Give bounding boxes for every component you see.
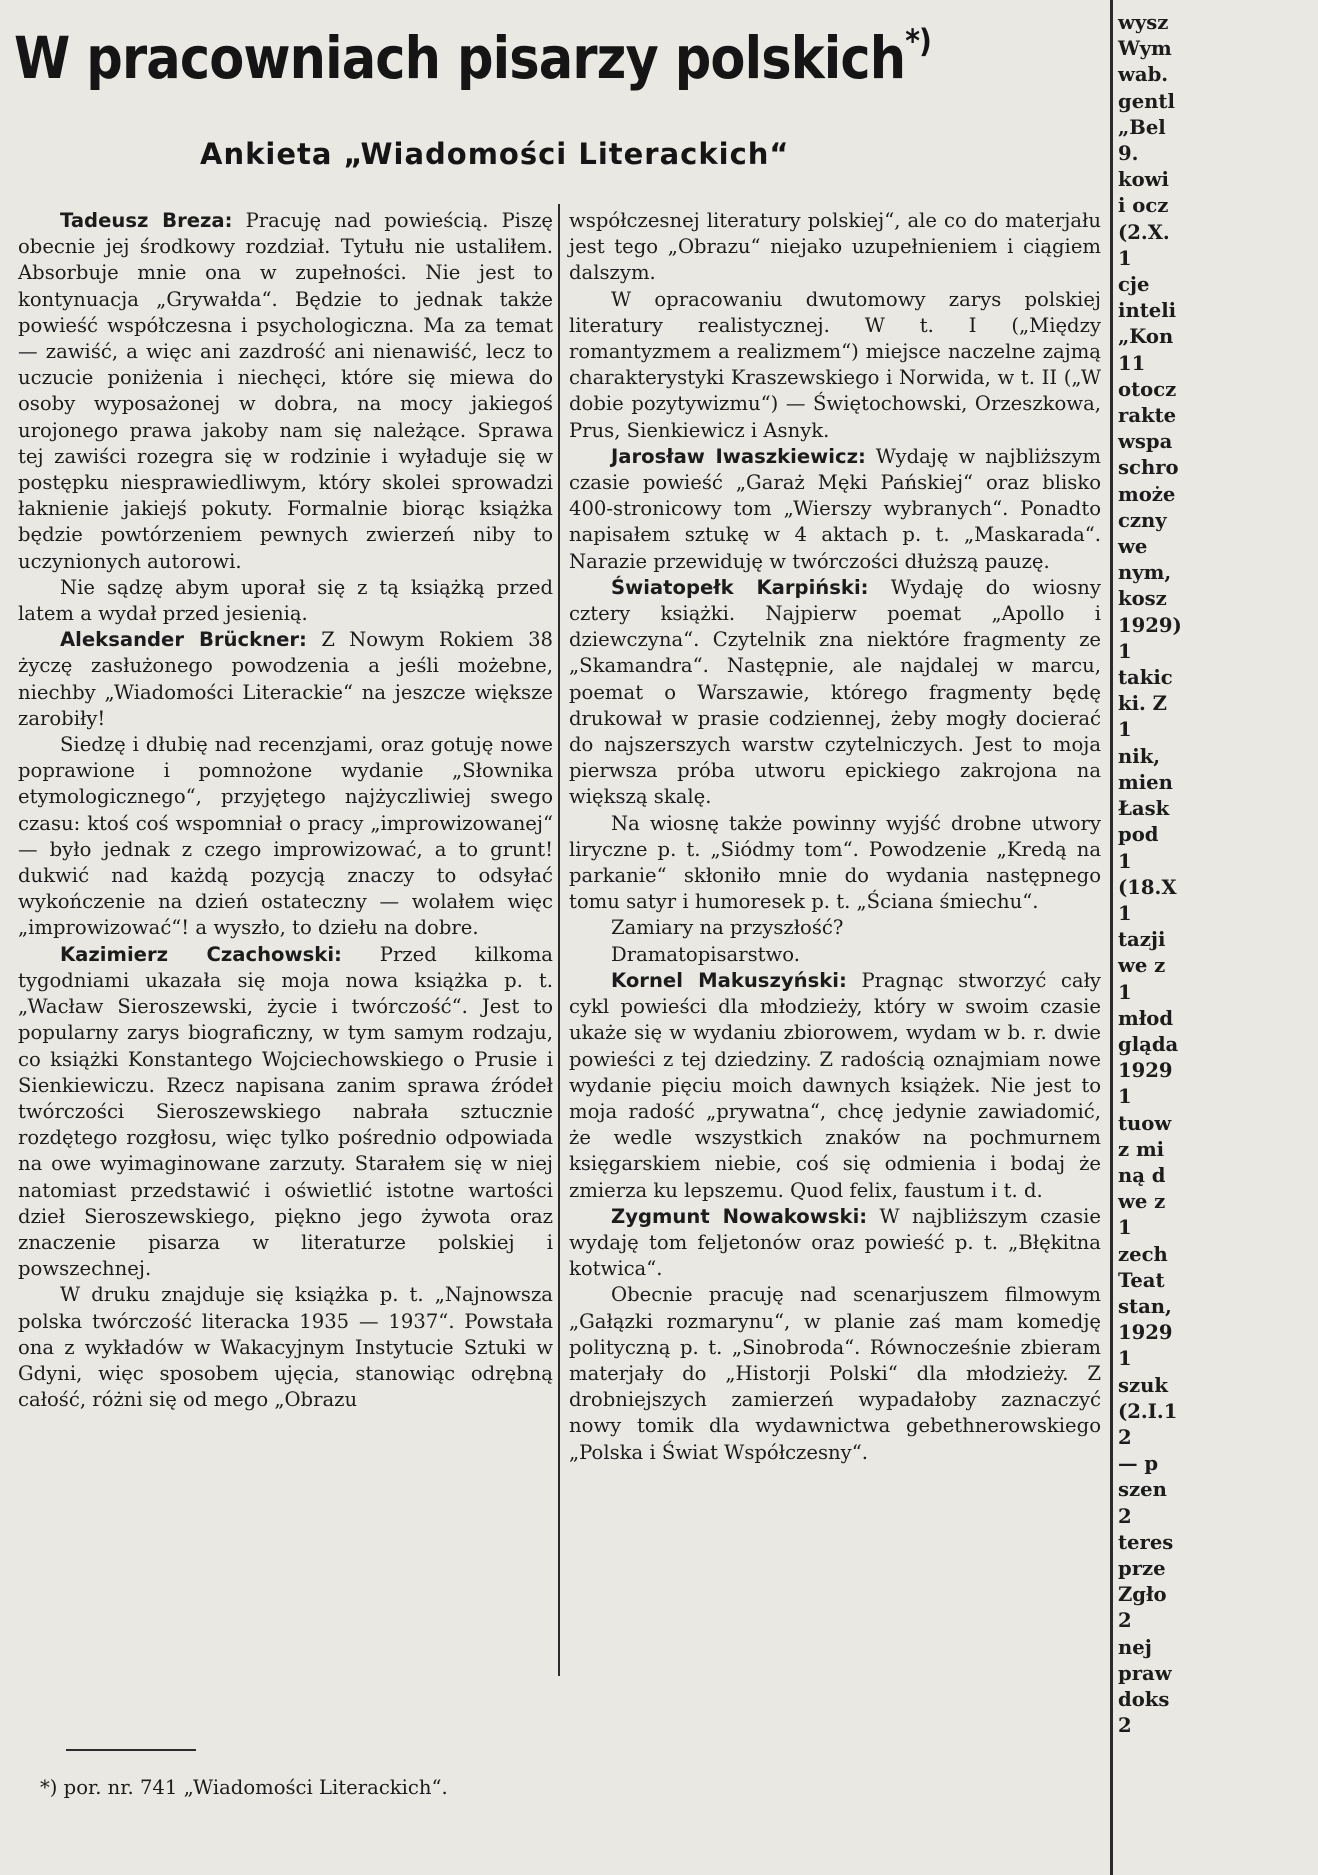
paragraph xyxy=(18,732,553,942)
paragraph-text: Przed kilkoma tygodniami ukazała się moja nowa książka p. t. „Wacław Sieroszewski, życie i twórczość“. Jest to popularny zarys biograficzny, w tym samym rodzaju, co książki Konstantego Wojciechowskiego o Prusie i Sienkiewiczu. Rzecz napisana zanim sprawa źródeł twórczości Sieroszewskiego nabrała sztucznie rozdętego rozgłosu, więc tylko pośrednio odpowiada na owe wyimaginowane zarzuty. Starałem się w niej natomiast przedstawić i oświetlić istotne wartości dzieł Sieroszewskiego, piękno jego żywota oraz znaczenie pisarza w literaturze polskiej i powszechnej. xyxy=(18,942,553,1281)
adjacent-column-strip xyxy=(1110,0,1182,1875)
title-text: W pracowniach pisarzy polskich xyxy=(14,24,906,92)
paragraph xyxy=(569,968,1101,1204)
paragraph xyxy=(569,575,1101,811)
footnote xyxy=(40,1732,555,1801)
author-name: Kazimierz Czachowski: xyxy=(60,942,342,966)
paragraph-text: Na wiosnę także powinny wyjść drobne utwory liryczne p. t. „Siódmy tom“. Powodzenie „Kredą na parkanie“ skłoniło mnie do wydania następnego tomu satyr i humoresek p. t. „Ściana śmiechu“. xyxy=(569,811,1101,914)
author-name: Kornel Makuszyński: xyxy=(611,968,847,992)
paragraph xyxy=(18,942,553,1283)
paragraph-text: Dramatopisarstwo. xyxy=(611,942,800,966)
paragraph-text: Nie sądzę abym uporał się z tą książką przed latem a wydał przed jesienią. xyxy=(18,575,553,626)
author-name: Światopełk Karpiński: xyxy=(611,575,869,599)
paragraph-text: Wydaję do wiosny cztery książki. Najpierw poemat „Apollo i dziewczyna“. Czytelnik zna niektóre fragmenty ze „Skamandra“. Następnie, ale najdalej w marcu, poemat o Warszawie, którego fragmenty będę drukował w prasie codziennej, żeby mogły docierać do najszerszych warstw czytelniczych. Jest to moja pierwsza próba utworu epickiego zakrojona na większą skalę. xyxy=(569,575,1101,809)
paragraph xyxy=(18,575,553,627)
title-footnote-mark: *) xyxy=(905,22,932,60)
author-name: Tadeusz Breza: xyxy=(60,209,233,232)
paragraph xyxy=(569,1282,1101,1465)
paragraph-text: Z Nowym Rokiem 38 życzę zasłużonego powodzenia a jeśli możebne, niechby „Wiadomości Literackie“ na jeszcze większe zarobiły! xyxy=(18,628,553,730)
paragraph xyxy=(569,1204,1101,1283)
author-name: Jarosław Iwaszkiewicz: xyxy=(611,444,866,468)
text-column-1 xyxy=(18,208,553,1413)
author-name: Zygmunt Nowakowski: xyxy=(611,1204,868,1228)
article-title xyxy=(14,22,964,92)
paragraph-text: Pracuję nad powieścią. Piszę obecnie jej środkowy rozdział. Tytułu nie ustaliłem. Absorbuje mnie ona w zupełności. Nie jest to kontynuacja „Grywałda“. Będzie to jednak także powieść współczesna i psychologiczna. Ma za temat — zawiść, a więc ani zazdrość ani nienawiść, lecz to uczucie poniżenia i niechęci, które się miewa do osoby wyposażonej w dobra, na mocy jakiegoś urojonego prawa jakoby nam się należące. Sprawa tej zawiści rozegra się w rodzinie i wyładuje się w postępku niesprawiedliwym, który skolei sprowadzi łaknienie jakiejś pokuty. Formalnie biorąc książka będzie powtórzeniem pewnych zwierzeń niby to uczynionych autorowi. xyxy=(18,209,554,573)
paragraph-text: Siedzę i dłubię nad recenzjami, oraz gotuję nowe poprawione i pomnożone wydanie „Słownika etymologicznego“, przyjętego najżyczliwiej swego czasu: ktoś coś wspomniał o pracy „improwizowanej“ — było jednak z czego improwizować, a to grunt! dukwić nad każdą pozycją znaczy to odsyłać wykończenie na dzień ostateczny — wolałem więc „improwizować“! a wyszło, to dziełu na dobre. xyxy=(18,733,553,940)
paragraph-text: Pragnąc stworzyć cały cykl powieści dla młodzieży, który w swoim czasie ukaże się w wydaniu zbiorowem, wydam w b. r. dwie powieści z tej dziedziny. Z radością oznajmiam nowe wydanie pięciu moich dawnych książek. Nie jest to moja radość „prywatna“, chcę jedynie zawiadomić, że wedle wszystkich znaków na pochmurnem księgarskiem niebie, coś się odmienia i bodaj że zmierza ku lepszemu. Quod felix, faustum i t. d. xyxy=(569,968,1101,1202)
paragraph-text: Obecnie pracuję nad scenarjuszem filmowym „Gałązki rozmarynu“, w planie zaś mam komedję polityczną p. t. „Sinobroda“. Równocześnie zbieram materjały do „Historji Polski“ dla młodzieży. Z drobniejszych zamierzeń wypadałoby zaznaczyć nowy tomik dla wydawnictwa gebethnerowskiego „Polska i Świat Współczesny“. xyxy=(569,1283,1101,1464)
paragraph xyxy=(569,915,1101,941)
strip-rule xyxy=(1110,0,1113,1875)
paragraph-text: Wydaję w najbliższym czasie powieść „Garaż Męki Pańskiej“ oraz blisko 400-stronicowy tom „Wierszy wybranych“. Ponadto napisałem sztukę w 4 aktach p. t. „Maskarada“. Narazie przewiduję w twórczości dłuższą pauzę. xyxy=(569,444,1101,573)
paragraph-text: Zamiary na przyszłość? xyxy=(611,916,844,940)
paragraph xyxy=(569,444,1101,575)
footnote-text: *) por. nr. 741 „Wiadomości Literackich“. xyxy=(40,1776,448,1799)
paragraph xyxy=(18,627,553,732)
paragraph xyxy=(18,208,553,575)
text-column-2 xyxy=(569,208,1101,1466)
paragraph xyxy=(569,811,1101,916)
paragraph-text: W najbliższym czasie wydaję tom feljetonów oraz powieść p. t. „Błękitna kotwica“. xyxy=(569,1204,1101,1281)
paragraph xyxy=(569,287,1101,444)
paragraph xyxy=(18,1282,553,1413)
strip-text: wysz Wym wab. gentl „Bel 9. kowi i ocz (2.X. 1 cje inteli „Kon 11 otocz rakte wspa schro może czny we nym, kosz 1929) 1 takic ki. Z 1 nik, mien Łask pod 1 (18.X 1 tazji we z 1 młod gląda 1929 1 tuow z mi ną d we z 1 zech Teat stan, 1929 1 szuk (2.I.1 2 — p szen 2 teres prze Zgło 2 nej praw doks 2 xyxy=(1118,11,1182,1738)
paragraph-text: W druku znajduje się książka p. t. „Najnowsza polska twórczość literacka 1935 — 1937“. Powstała ona z wykładów w Wakacyjnym Instytucie Sztuki w Gdyni, więc sposobem ujęcia, stanowiąc odrębną całość, różni się od mego „Obrazu xyxy=(18,1283,553,1412)
column-divider xyxy=(558,204,560,1676)
paragraph xyxy=(569,208,1101,287)
paragraph-text: współczesnej literatury polskiej“, ale co do materjału jest tego „Obrazu“ niejako uzupełnieniem i ciągiem dalszym. xyxy=(569,209,1101,285)
article-subtitle: Ankieta „Wiadomości Literackich“ xyxy=(200,137,790,171)
paragraph-text: W opracowaniu dwutomowy zarys polskiej literatury realistycznej. W t. I („Między romantyzmem a realizmem“) miejsce naczelne zajmą charakterystyki Kraszewskiego i Norwida, w t. II („W dobie pozytywizmu“) — Świętochowski, Orzeszkowa, Prus, Sienkiewicz i Asnyk. xyxy=(569,287,1101,442)
author-name: Aleksander Brückner: xyxy=(60,628,307,652)
paragraph xyxy=(569,942,1101,968)
